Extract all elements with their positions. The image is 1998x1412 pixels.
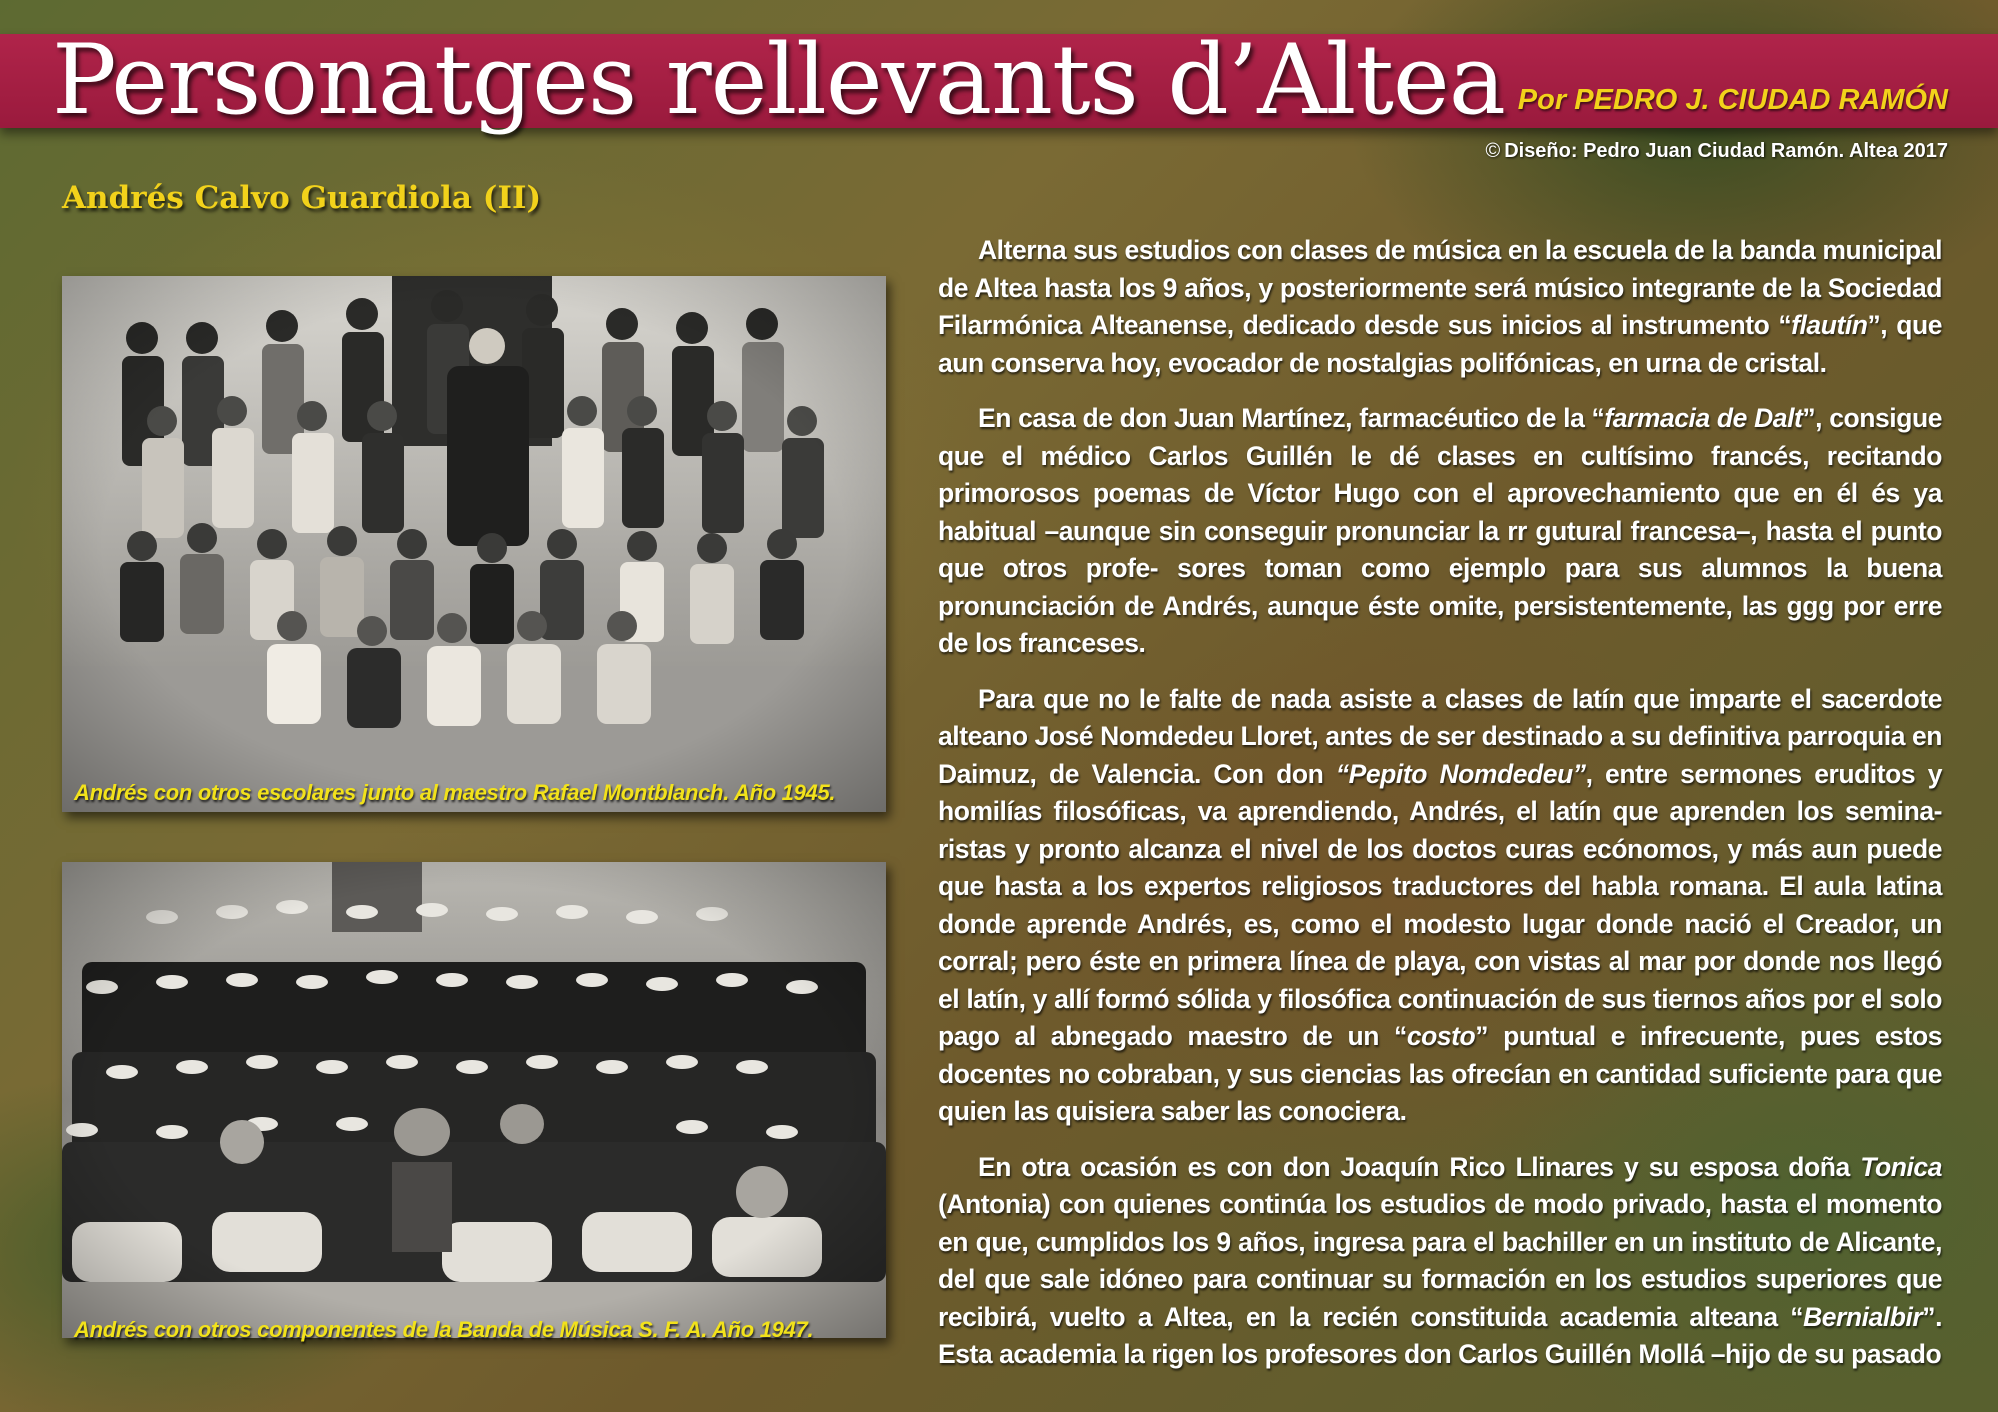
school-photo-caption: Andrés con otros escolares junto al maestro Rafael Montblanch. Año 1945. [74, 780, 836, 805]
author-byline: Por PEDRO J. CIUDAD RAMÓN [1517, 84, 1948, 116]
band-photo-caption: Andrés con otros componentes de la Banda de Música S. F. A. Año 1947. [74, 1317, 814, 1342]
article-body [938, 232, 1942, 1392]
article-paragraph: En casa de don Juan Martínez, farmacéutico de la “farmacia de Dalt”, consigue que el médico Carlos Guillén le dé clases en cultísimo francés, recitando primorosos poemas de Víctor Hugo con el aprovechamiento que en él és ya habitual –aunque sin conseguir pronunciar la rr gutural francesa–, hasta el punto que otros profe- sores toman como ejemplo para sus alumnos la buena pronunciación de Andrés, aunque éste omite, persistentemente, las ggg por erre de los franceses. [938, 403, 1942, 658]
article-paragraph: Para que no le falte de nada asiste a clases de latín que imparte el sacerdote alteano José Nomdedeu Lloret, antes de ser destinado a su definitiva parroquia en Daimuz, de Valencia. Con don “Pepito Nomdedeu”, entre sermones eruditos y homilías filosóficas, va aprendiendo, Andrés, el latín que aprenden los semina- ristas y pronto alcanza el nivel de los doctos curas ecónomos, y más aun puede que hasta a los expertos religiosos traductores del habla romana. El aula latina donde aprende Andrés, es, como el modesto lugar donde nació el Creador, un corral; pero éste en primera línea de playa, con vistas al mar por donde nos llegó el latín, y allí formó sólida y filosófica continuación de sus tiernos años por el solo pago al abnegado maestro de un “costo” puntual e infrecuente, pues estos docentes no cobraban, y sus ciencias las ofrecían en cantidad suficiente para que quien las quisiera saber las conociera. [938, 683, 1942, 1126]
article-paragraph: Alterna sus estudios con clases de música en la escuela de la banda municipal de Altea hasta los 9 años, y posteriormente será músico integrante de la Sociedad Filarmónica Alteanense, dedicado desde sus inicios al instrumento “flautín”, que aun conserva hoy, evocador de nostalgias polifónicas, en urna de cristal. [938, 235, 1942, 378]
page-title: Personatges rellevants d’Altea [52, 24, 1505, 136]
school-group-photo [62, 276, 886, 812]
article-paragraph: En otra ocasión es con don Joaquín Rico Llinares y su esposa doña Tonica (Antonia) con quienes continúa los estudios de modo privado, hasta el momento en que, cumplidos los 9 años, ingresa para el bachiller en un instituto de Alicante, del que sale idóneo para continuar su formación en los estudios superiores que recibirá, vuelto a Altea, en la recién constituida academia alteana “Bernialbir”. Esta academia la rigen los profesores don Carlos Guillén Mollá –hijo de su pasado [938, 1151, 1942, 1369]
design-credit-text: Diseño: Pedro Juan Ciudad Ramón. Altea 2017 [1504, 140, 1948, 162]
article-subtitle: Andrés Calvo Guardiola (II) [62, 180, 542, 216]
design-credit [1485, 140, 1948, 163]
music-band-photo [62, 862, 886, 1338]
copyright-symbol: © [1485, 140, 1501, 162]
